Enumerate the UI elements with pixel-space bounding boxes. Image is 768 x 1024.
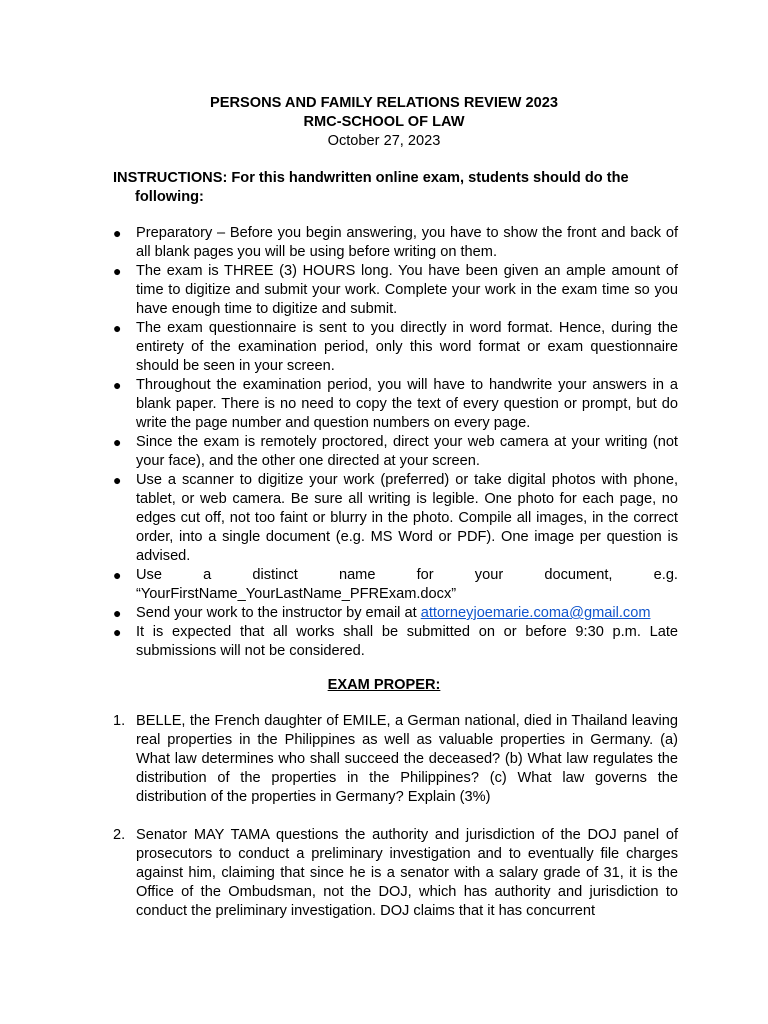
- question-number: 2.: [113, 827, 126, 843]
- bullet-icon: ●: [113, 320, 122, 336]
- instruction-text: Throughout the examination period, you will have to handwrite your answers in a blank paper. There is no need to copy the text of every question or prompt, but do write the page number and question numbers on every page.: [136, 377, 678, 431]
- bullet-icon: ●: [113, 472, 122, 488]
- instructions-list: [113, 224, 678, 661]
- question-number: 1.: [113, 713, 126, 729]
- bullet-icon: ●: [113, 225, 122, 241]
- exam-proper-heading: EXAM PROPER:: [327, 677, 441, 693]
- bullet-icon: ●: [113, 605, 122, 621]
- question-item: [113, 712, 678, 807]
- bullet-icon: ●: [113, 263, 122, 279]
- bullet-icon: ●: [113, 434, 122, 450]
- list-item: [113, 566, 678, 604]
- instruction-text: The exam is THREE (3) HOURS long. You have been given an ample amount of time to digitize and submit your work. Complete your work in the exam time so you have enough time to digitize and submit.: [136, 263, 678, 317]
- instruction-text: Use a distinct name for your document, e.g.: [136, 567, 678, 583]
- document-header: [0, 94, 768, 151]
- list-item: [113, 433, 678, 471]
- list-item: [113, 604, 678, 623]
- questions-list: [113, 712, 678, 921]
- list-item: [113, 471, 678, 566]
- bullet-icon: ●: [113, 567, 122, 583]
- list-item: [113, 319, 678, 376]
- list-item: [113, 262, 678, 319]
- question-item: [113, 826, 678, 921]
- instruction-text: Since the exam is remotely proctored, direct your web camera at your writing (not your face), and the other one directed at your screen.: [136, 434, 678, 469]
- instruction-text: Use a scanner to digitize your work (preferred) or take digital photos with phone, tablet, or web camera. Be sure all writing is legible. One photo for each page, no edges cut off, not too faint or blurry in the photo. Compile all images, in the correct order, into a single document (e.g. MS Word or PDF). One image per question is advised.: [136, 472, 678, 564]
- filename-example: “YourFirstName_YourLastName_PFRExam.docx”: [136, 586, 457, 602]
- instruction-text: The exam questionnaire is sent to you directly in word format. Hence, during the entirety of the examination period, only this word format or exam questionnaire should be seen in your screen.: [136, 320, 678, 374]
- bullet-icon: ●: [113, 377, 122, 393]
- list-item: [113, 224, 678, 262]
- list-item: [113, 623, 678, 661]
- school-name: RMC-SCHOOL OF LAW: [303, 114, 465, 130]
- instruction-text: Preparatory – Before you begin answering, you have to show the front and back of all blank pages you will be using before writing on them.: [136, 225, 678, 260]
- question-text: BELLE, the French daughter of EMILE, a German national, died in Thailand leaving real properties in the Philippines as well as valuable properties in Germany. (a) What law determines who shall succeed the deceased? (b) What law regulates the distribution of the properties in the Philippines? (c) What law governs the distribution of the properties in Germany? Explain (3%): [136, 713, 678, 805]
- instruction-text: Send your work to the instructor by email at: [136, 605, 421, 621]
- document-title: PERSONS AND FAMILY RELATIONS REVIEW 2023: [210, 95, 558, 111]
- question-text: Senator MAY TAMA questions the authority and jurisdiction of the DOJ panel of prosecutors to conduct a preliminary investigation and to eventually file charges against him, claiming that since he is a senator with a salary grade of 31, it is the Office of the Ombudsman, not the DOJ, which has authority and jurisdiction to conduct the preliminary investigation. DOJ claims that it has concurrent: [136, 827, 678, 919]
- bullet-icon: ●: [113, 624, 122, 640]
- list-item: [113, 376, 678, 433]
- instructions-heading: INSTRUCTIONS: For this handwritten online exam, students should do the following:: [113, 170, 629, 205]
- instructor-email-link[interactable]: attorneyjoemarie.coma@gmail.com: [420, 605, 651, 621]
- exam-date: October 27, 2023: [327, 133, 441, 149]
- instruction-text: It is expected that all works shall be submitted on or before 9:30 p.m. Late submissions will not be considered.: [136, 624, 678, 659]
